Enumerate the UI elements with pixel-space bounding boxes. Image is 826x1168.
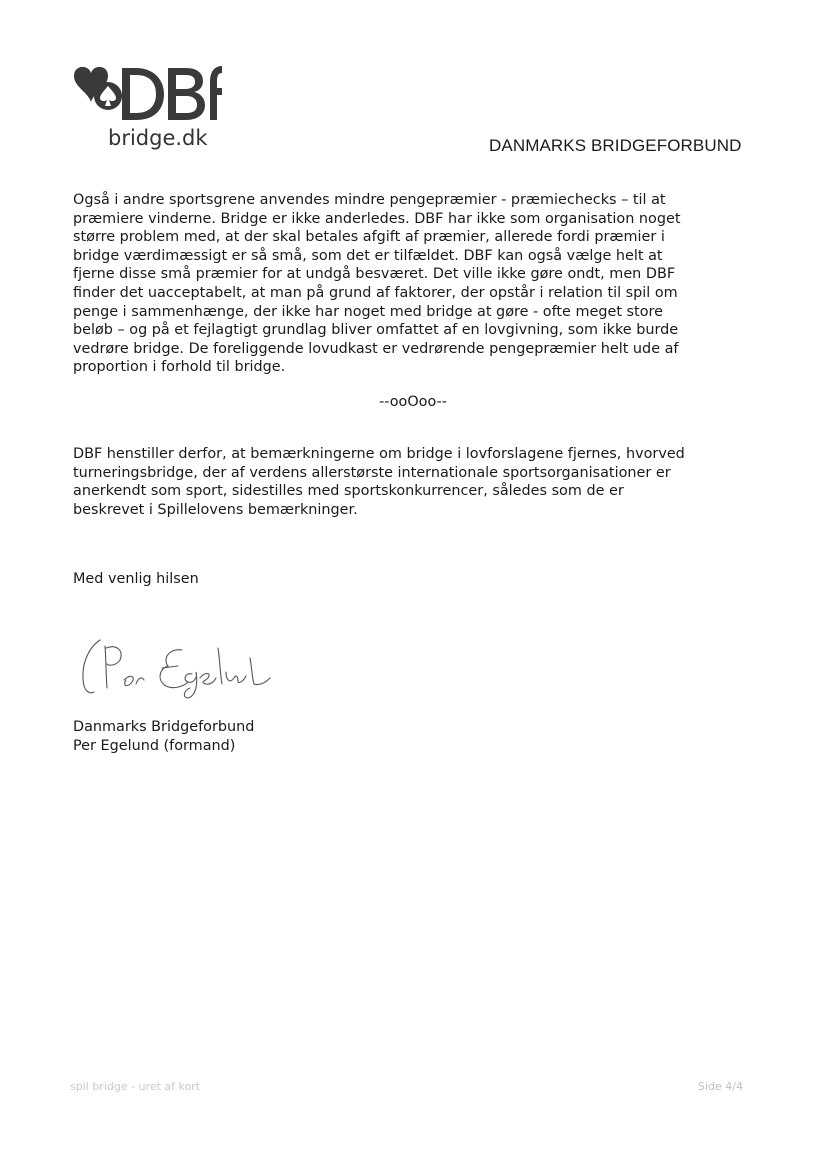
logo-domain-text: bridge.dk [108,126,208,150]
dbf-logo [72,60,222,155]
closing-salutation: Med venlig hilsen [73,571,199,587]
signer-block [73,718,254,756]
dbf-logo-mark-icon [72,60,222,130]
signer-name: Per Egelund (formand) [73,738,236,754]
signer-organization: Danmarks Bridgeforbund [73,719,255,735]
body-paragraph-2: DBF henstiller derfor, at bemærkningerne om bridge i lovforslagene fjernes, hvorved turneringsbridge, der af verdens allerstørste internationale sportsorganisationer er anerkendt som sport, sidestilles med sportskonkurrencer, således som de er beskrevet i Spillelovens bemærkninger. [73,446,685,518]
section-separator: --ooOoo-- [379,394,447,410]
page-number: Side 4/4 [698,1080,743,1093]
footer-tagline: spil bridge - uret af kort [70,1080,201,1093]
organization-header: DANMARKS BRIDGEFORBUND [489,136,742,155]
body-paragraph-1: Også i andre sportsgrene anvendes mindre pengepræmier - præmiechecks – til at præmiere vinderne. Bridge er ikke anderledes. DBF har ikke som organisation noget større problem med, at der skal betales afgift af præmier, allerede fordi præmier i bridge værdimæssigt er så små, som det er tilfældet. DBF kan også vælge helt at fjerne disse små præmier for at undgå besværet. Det ville ikke gøre ondt, men DBF finder det uacceptabelt, at man på grund af faktorer, der opstår i relation til spil om penge i sammenhænge, der ikke har noget med bridge at gøre - ofte meget store beløb – og på et fejlagtigt grundlag bliver omfattet af en lovgivning, som ikke burde vedrøre bridge. De foreliggende lovudkast er vedrørende pengepræmier helt ude af proportion i forhold til bridge. [73,192,681,376]
handwritten-signature [70,628,290,713]
